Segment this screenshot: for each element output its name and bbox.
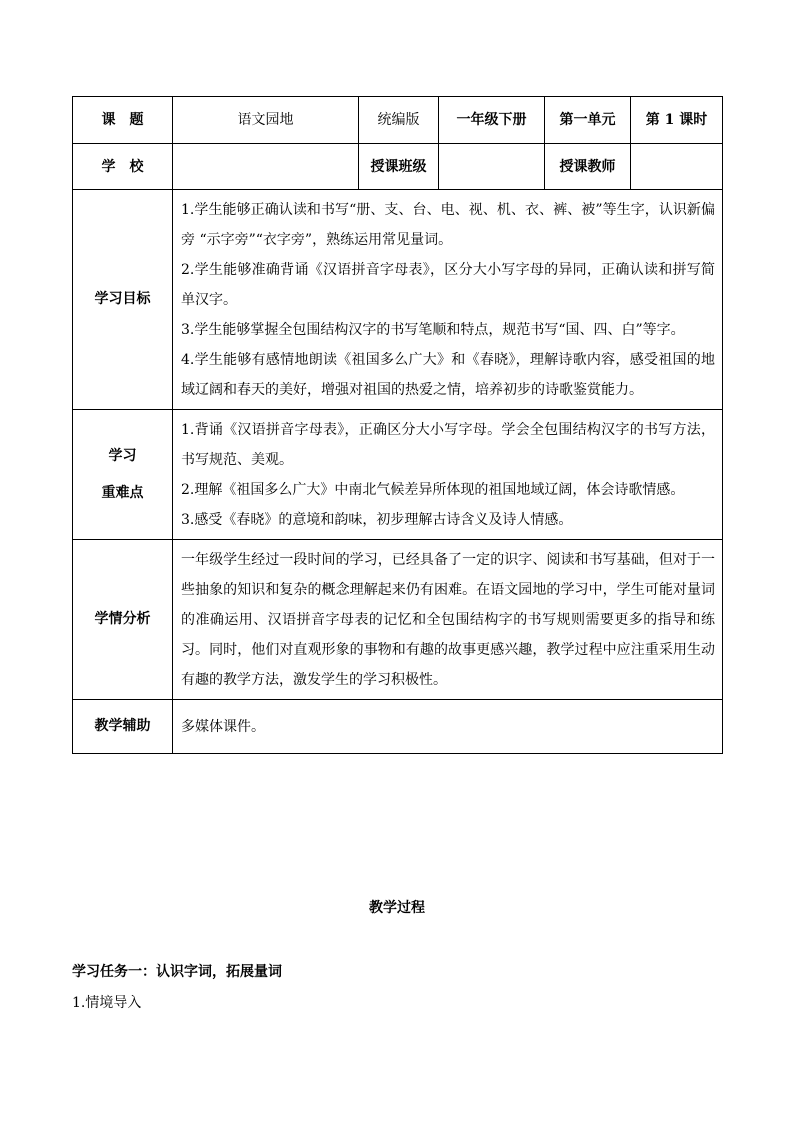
teacher-value [631, 144, 723, 190]
school-row [73, 144, 723, 190]
task1-heading: 学习任务一：认识字词，拓展量词 [72, 964, 282, 980]
key-points-row [73, 410, 723, 540]
edition-cell: 统编版 [359, 97, 439, 144]
topic-value: 语文园地 [173, 97, 359, 144]
objectives-content [173, 190, 723, 410]
key-points-label [73, 410, 173, 540]
key-point-item: 1.背诵《汉语拼音字母表》，正确区分大小写字母。学会全包围结构汉字的书写方法，书写规范、美观。 [181, 422, 715, 468]
grade-cell: 一年级下册 [439, 97, 545, 144]
lesson-plan-table [72, 96, 723, 754]
key-points-label-line1: 学习 [108, 447, 137, 464]
school-label: 学 校 [73, 144, 173, 190]
key-point-item: 2.理解《祖国多么广大》中南北气候差异所体现的祖国地域辽阔，体会诗歌情感。 [181, 482, 685, 498]
key-points-content [173, 410, 723, 540]
objectives-row [73, 190, 723, 410]
objective-item: 4.学生能够有感情地朗读《祖国多么广大》和《春晓》，理解诗歌内容，感受祖国的地域辽阔和春天的美好，增强对祖国的热爱之情，培养初步的诗歌鉴赏能力。 [181, 352, 715, 398]
topic-label: 课 题 [73, 97, 173, 144]
unit-cell: 第一单元 [545, 97, 631, 144]
objectives-label: 学习目标 [73, 190, 173, 410]
aids-label: 教学辅助 [73, 700, 173, 754]
objective-item: 3.学生能够掌握全包围结构汉字的书写笔顺和特点，规范书写“国、四、白”等字。 [181, 322, 685, 338]
school-value [173, 144, 359, 190]
teacher-label: 授课教师 [545, 144, 631, 190]
class-label: 授课班级 [359, 144, 439, 190]
key-points-label-line2: 重难点 [101, 484, 144, 501]
period-cell: 第 1 课时 [631, 97, 723, 144]
teaching-process-heading: 教学过程 [369, 900, 425, 916]
aids-content: 多媒体课件。 [173, 700, 723, 754]
header-row [73, 97, 723, 144]
step1-line: 1.情境导入 [72, 995, 142, 1011]
objective-item: 2.学生能够准确背诵《汉语拼音字母表》，区分大小写字母的异同，正确认读和拼写简单汉字。 [181, 262, 715, 308]
aids-row [73, 700, 723, 754]
analysis-content: 一年级学生经过一段时间的学习，已经具备了一定的识字、阅读和书写基础，但对于一些抽象的知识和复杂的概念理解起来仍有困难。在语文园地的学习中，学生可能对量词的准确运用、汉语拼音字母表的记忆和全包围结构字的书写规则需要更多的指导和练习。同时，他们对直观形象的事物和有趣的故事更感兴趣，教学过程中应注重采用生动有趣的教学方法，激发学生的学习积极性。 [173, 540, 723, 700]
key-point-item: 3.感受《春晓》的意境和韵味，初步理解古诗含义及诗人情感。 [181, 512, 573, 528]
objective-item: 1.学生能够正确认读和书写“册、支、台、电、视、机、衣、裤、被”等生字，认识新偏旁 “示字旁”“衣字旁”，熟练运用常见量词。 [181, 202, 715, 248]
analysis-label: 学情分析 [73, 540, 173, 700]
analysis-row [73, 540, 723, 700]
class-value [439, 144, 545, 190]
